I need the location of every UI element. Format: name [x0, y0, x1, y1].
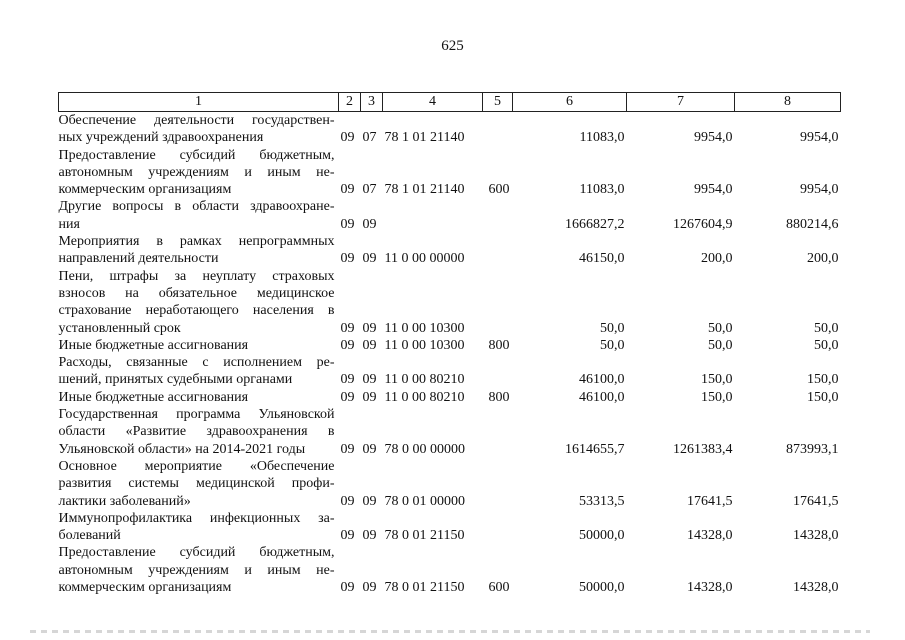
subsection-code-cell: 07 [362, 182, 377, 198]
amount-year3-cell: 50,0 [814, 320, 839, 336]
expense-name-line: Мероприятия в рамках непрограммных [58, 234, 335, 250]
subsection-code-cell: 09 [362, 389, 377, 405]
expense-type-cell: 600 [488, 182, 510, 198]
table-row [59, 406, 841, 458]
target-article-cell: 78 1 01 21140 [384, 182, 465, 198]
subsection-code-cell: 07 [362, 130, 377, 146]
budget-table [58, 92, 841, 596]
amount-year1-cell: 1614655,7 [565, 441, 625, 457]
expense-name-cell [59, 406, 339, 458]
subsection-code-cell: 09 [362, 580, 377, 596]
expense-name-line: коммерческим организациям [58, 182, 232, 198]
expense-name-line: Предоставление субсидий бюджетным, [58, 147, 335, 163]
expense-type-cell [483, 198, 513, 233]
expense-name-line: взносов на обязательное медицинское [58, 285, 335, 301]
expense-type-cell [483, 354, 513, 389]
expense-name-line: Предоставление субсидий бюджетным, [58, 545, 335, 561]
section-code-cell: 09 [340, 389, 355, 405]
subsection-code-cell: 09 [362, 441, 377, 457]
column-header: 4 [383, 93, 483, 112]
target-article-cell: 11 0 00 00000 [384, 251, 465, 267]
subsection-code-cell: 09 [362, 528, 377, 544]
amount-year2-cell: 150,0 [701, 389, 733, 405]
section-code-cell: 09 [340, 493, 355, 509]
expense-name-line: автономным учреждениям и иным не- [58, 562, 335, 578]
target-article-cell: 11 0 00 80210 [384, 372, 465, 388]
target-article-cell: 11 0 00 10300 [384, 337, 465, 353]
expense-name-line: страхование неработающего населения в [58, 303, 335, 319]
amount-year1-cell: 53313,5 [579, 493, 625, 509]
amount-year3-cell: 17641,5 [793, 493, 839, 509]
expense-name-cell [59, 233, 339, 268]
expense-name-line: лактики заболеваний» [58, 493, 191, 509]
amount-year1-cell: 50,0 [600, 337, 625, 353]
amount-year2-cell: 9954,0 [694, 130, 733, 146]
target-article-cell: 78 1 01 21140 [384, 130, 465, 146]
expense-name-cell [59, 389, 339, 406]
expense-name-cell [59, 510, 339, 545]
column-header: 5 [483, 93, 513, 112]
column-header: 7 [627, 93, 735, 112]
amount-year2-cell: 50,0 [708, 320, 733, 336]
target-article-cell: 78 0 01 00000 [384, 493, 465, 509]
amount-year2-cell: 9954,0 [694, 182, 733, 198]
amount-year3-cell: 873993,1 [786, 441, 839, 457]
expense-name-cell [59, 268, 339, 337]
table-row [59, 354, 841, 389]
amount-year3-cell: 9954,0 [800, 182, 839, 198]
expense-type-cell [483, 406, 513, 458]
expense-type-cell [483, 112, 513, 147]
column-header: 2 [339, 93, 361, 112]
amount-year1-cell: 1666827,2 [565, 216, 625, 232]
amount-year3-cell: 150,0 [807, 389, 839, 405]
section-code-cell: 09 [340, 580, 355, 596]
expense-name-line: Государственная программа Ульяновской [58, 407, 335, 423]
expense-name-line: ных учреждений здравоохранения [58, 130, 264, 146]
amount-year3-cell: 9954,0 [800, 130, 839, 146]
amount-year3-cell: 50,0 [814, 337, 839, 353]
expense-name-line: Основное мероприятие «Обеспечение [58, 458, 335, 474]
expense-name-line: направлений деятельности [58, 251, 219, 267]
amount-year2-cell: 1267604,9 [673, 216, 733, 232]
amount-year1-cell: 11083,0 [579, 182, 625, 198]
section-code-cell: 09 [340, 251, 355, 267]
subsection-code-cell: 09 [362, 493, 377, 509]
amount-year2-cell: 14328,0 [687, 580, 733, 596]
amount-year2-cell: 1261383,4 [673, 441, 733, 457]
amount-year1-cell: 50,0 [600, 320, 625, 336]
target-article-cell: 78 0 01 21150 [384, 528, 465, 544]
section-code-cell: 09 [340, 130, 355, 146]
subsection-code-cell: 09 [362, 320, 377, 336]
amount-year1-cell: 46150,0 [579, 251, 625, 267]
section-code-cell: 09 [340, 182, 355, 198]
table-body [59, 112, 841, 597]
table-row [59, 337, 841, 354]
expense-name-line: Обеспечение деятельности государствен- [58, 113, 335, 128]
expense-name-line: Иные бюджетные ассигнования [58, 337, 249, 353]
subsection-code-cell: 09 [362, 251, 377, 267]
section-code-cell: 09 [340, 528, 355, 544]
amount-year3-cell: 880214,6 [786, 216, 839, 232]
section-code-cell: 09 [340, 441, 355, 457]
amount-year2-cell: 17641,5 [687, 493, 733, 509]
table-row [59, 268, 841, 337]
target-article-cell [383, 198, 483, 233]
amount-year3-cell: 14328,0 [793, 580, 839, 596]
subsection-code-cell: 09 [362, 337, 377, 353]
expense-name-line: Пени, штрафы за неуплату страховых [58, 268, 335, 284]
expense-name-cell [59, 337, 339, 354]
amount-year2-cell: 50,0 [708, 337, 733, 353]
expense-name-cell [59, 147, 339, 199]
target-article-cell: 11 0 00 10300 [384, 320, 465, 336]
expense-name-line: автономным учреждениям и иным не- [58, 164, 335, 180]
expense-name-line: области «Развитие здравоохранения в [58, 424, 335, 440]
table-row [59, 389, 841, 406]
amount-year2-cell: 14328,0 [687, 528, 733, 544]
expense-name-line: Иные бюджетные ассигнования [58, 389, 249, 405]
scan-artifact-strip [30, 630, 870, 633]
subsection-code-cell: 09 [362, 216, 377, 232]
expense-name-line: Расходы, связанные с исполнением ре- [58, 355, 335, 371]
table-row [59, 458, 841, 510]
column-header: 3 [361, 93, 383, 112]
expense-name-line: установленный срок [58, 320, 181, 336]
target-article-cell: 11 0 00 80210 [384, 389, 465, 405]
table-row [59, 233, 841, 268]
amount-year1-cell: 50000,0 [579, 528, 625, 544]
expense-type-cell [483, 233, 513, 268]
expense-type-cell [483, 268, 513, 337]
expense-type-cell: 800 [488, 337, 510, 353]
expense-name-line: Иммунопрофилактика инфекционных за- [58, 510, 335, 526]
column-header: 8 [735, 93, 841, 112]
expense-name-cell [59, 354, 339, 389]
amount-year1-cell: 46100,0 [579, 372, 625, 388]
expense-name-line: ния [58, 216, 80, 232]
table-row [59, 544, 841, 596]
subsection-code-cell: 09 [362, 372, 377, 388]
table-row [59, 147, 841, 199]
expense-name-cell [59, 198, 339, 233]
column-header: 1 [59, 93, 339, 112]
section-code-cell: 09 [340, 216, 355, 232]
amount-year1-cell: 11083,0 [579, 130, 625, 146]
amount-year2-cell: 200,0 [701, 251, 733, 267]
expense-name-cell [59, 544, 339, 596]
expense-type-cell: 800 [488, 389, 510, 405]
amount-year2-cell: 150,0 [701, 372, 733, 388]
page-number: 625 [441, 38, 464, 54]
expense-type-cell: 600 [488, 580, 510, 596]
expense-name-line: шений, принятых судебными органами [58, 372, 293, 388]
expense-name-line: болеваний [58, 528, 121, 544]
target-article-cell: 78 0 00 00000 [384, 441, 465, 457]
section-code-cell: 09 [340, 372, 355, 388]
expense-name-line: коммерческим организациям [58, 580, 232, 596]
expense-type-cell [483, 458, 513, 510]
expense-name-cell [59, 112, 339, 147]
amount-year3-cell: 200,0 [807, 251, 839, 267]
amount-year1-cell: 50000,0 [579, 580, 625, 596]
target-article-cell: 78 0 01 21150 [384, 580, 465, 596]
amount-year3-cell: 14328,0 [793, 528, 839, 544]
section-code-cell: 09 [340, 337, 355, 353]
column-header: 6 [513, 93, 627, 112]
expense-name-line: Другие вопросы в области здравоохране- [58, 199, 335, 215]
expense-type-cell [483, 510, 513, 545]
table-header-row [59, 93, 841, 112]
table-row [59, 510, 841, 545]
expense-name-line: Ульяновской области» на 2014-2021 годы [58, 441, 306, 457]
amount-year3-cell: 150,0 [807, 372, 839, 388]
table-row [59, 198, 841, 233]
expense-name-cell [59, 458, 339, 510]
section-code-cell: 09 [340, 320, 355, 336]
table-row [59, 112, 841, 147]
amount-year1-cell: 46100,0 [579, 389, 625, 405]
expense-name-line: развития системы медицинской профи- [58, 476, 335, 492]
